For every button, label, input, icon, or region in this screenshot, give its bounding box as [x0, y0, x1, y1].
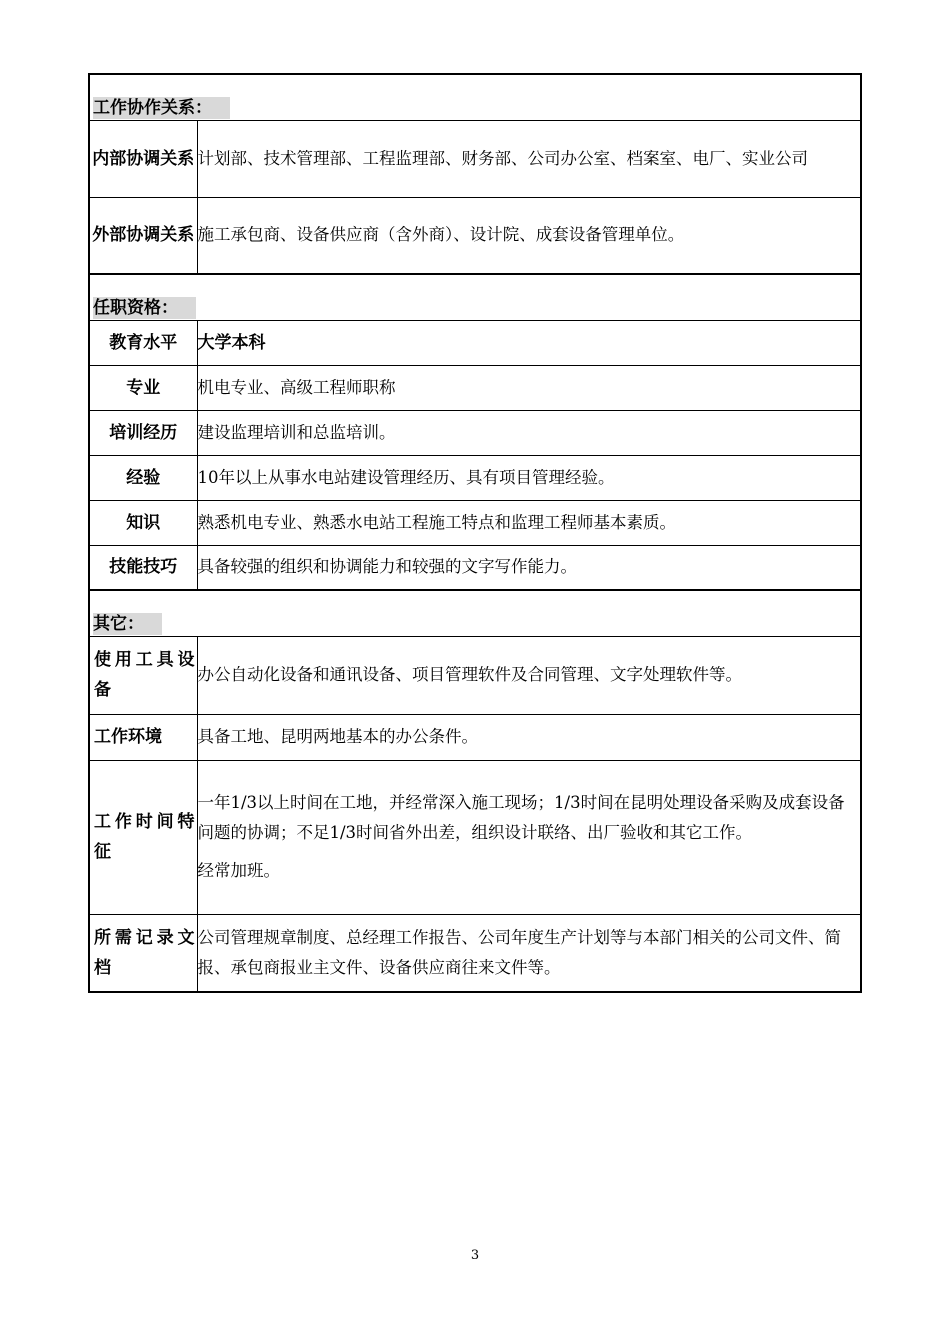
- table-row: [89, 365, 861, 410]
- section-header-other: [89, 590, 861, 636]
- table-row: [89, 636, 861, 714]
- row-value: 熟悉机电专业、熟悉水电站工程施工特点和监理工程师基本素质。: [197, 500, 861, 545]
- row-value: 10年以上从事水电站建设管理经历、具有项目管理经验。: [197, 455, 861, 500]
- paragraph: 经常加班。: [197, 861, 280, 880]
- row-value: 具备工地、昆明两地基本的办公条件。: [197, 714, 861, 760]
- table-row: [89, 760, 861, 914]
- section-header-coordination: [89, 74, 861, 120]
- table-row: [89, 914, 861, 992]
- row-label: 教育水平: [89, 320, 197, 365]
- row-value: 大学本科: [197, 320, 861, 365]
- row-label: 外部协调关系: [89, 197, 197, 274]
- table-row: [89, 714, 861, 760]
- row-label: 内部协调关系: [89, 120, 197, 197]
- row-value: 施工承包商、设备供应商（含外商）、设计院、成套设备管理单位。: [197, 197, 861, 274]
- section-header-qualifications: [89, 274, 861, 320]
- table-row: [89, 320, 861, 365]
- table-row: [89, 120, 861, 197]
- row-label: 知识: [89, 500, 197, 545]
- row-label: 使用工具设备: [89, 636, 197, 714]
- row-value: 计划部、技术管理部、工程监理部、财务部、公司办公室、档案室、电厂、实业公司: [197, 120, 861, 197]
- section-title: 其它：: [93, 613, 162, 635]
- paragraph: 一年1/3以上时间在工地，并经常深入施工现场；1/3时间在昆明处理设备采购及成套设备问题的协调；不足1/3时间省外出差，组织设计联络、出厂验收和其它工作。: [197, 793, 845, 842]
- section-title: 工作协作关系：: [93, 97, 230, 119]
- row-label: 所需记录文档: [89, 914, 197, 992]
- table-row: [89, 500, 861, 545]
- table-row: [89, 410, 861, 455]
- row-value: 具备较强的组织和协调能力和较强的文字写作能力。: [197, 545, 861, 590]
- table-row: [89, 455, 861, 500]
- row-value: [197, 760, 861, 914]
- row-label: 工作时间特征: [89, 760, 197, 914]
- row-value: 公司管理规章制度、总经理工作报告、公司年度生产计划等与本部门相关的公司文件、简报、承包商报业主文件、设备供应商往来文件等。: [197, 914, 861, 992]
- table-row: [89, 545, 861, 590]
- row-label: 技能技巧: [89, 545, 197, 590]
- row-label: 培训经历: [89, 410, 197, 455]
- page-number: 3: [470, 1248, 480, 1263]
- row-value: 办公自动化设备和通讯设备、项目管理软件及合同管理、文字处理软件等。: [197, 636, 861, 714]
- job-description-table: [88, 73, 862, 993]
- row-label: 专业: [89, 365, 197, 410]
- row-value: 机电专业、高级工程师职称: [197, 365, 861, 410]
- row-label: 经验: [89, 455, 197, 500]
- table-row: [89, 197, 861, 274]
- section-title: 任职资格：: [93, 297, 196, 319]
- row-label: 工作环境: [89, 714, 197, 760]
- row-value: 建设监理培训和总监培训。: [197, 410, 861, 455]
